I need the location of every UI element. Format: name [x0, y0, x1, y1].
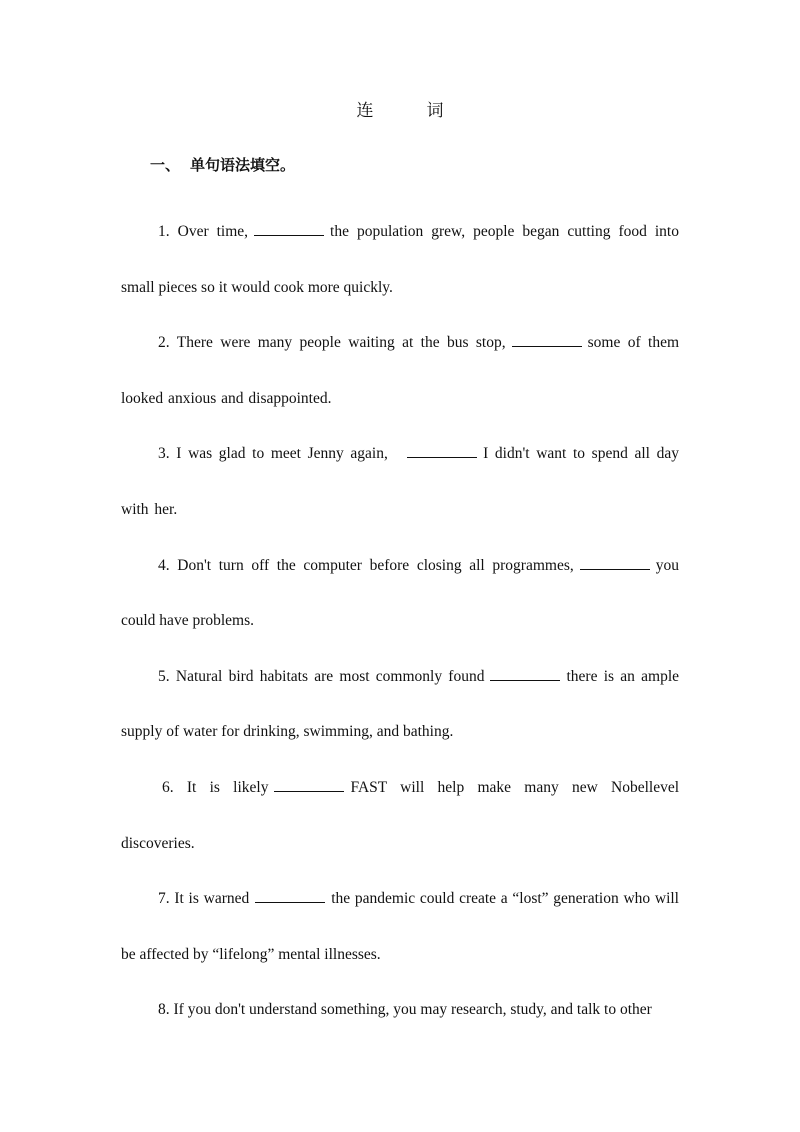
question-item: [121, 871, 679, 982]
question-number: 1.: [158, 223, 170, 240]
question-number: 8.: [158, 1001, 170, 1019]
question-item: [121, 538, 679, 649]
question-item: [121, 426, 679, 537]
answer-blank[interactable]: [490, 666, 560, 681]
answer-blank[interactable]: [512, 332, 582, 347]
answer-blank[interactable]: [407, 443, 477, 458]
question-item: [121, 982, 679, 1038]
question-text-before: Don't turn off the computer before closing all programmes,: [177, 556, 574, 574]
question-text-before: It is warned: [174, 890, 250, 908]
section-heading: [150, 154, 295, 175]
question-item: [121, 315, 679, 426]
question-text-before: If you don't understand something, you may research, study, and talk to other: [173, 1001, 652, 1019]
question-text-after: I didn't want to spend all day with her.: [121, 445, 679, 518]
question-item: [121, 760, 679, 871]
question-number: 6.: [162, 778, 174, 796]
page-title: 连 词: [356, 101, 462, 121]
question-item: [121, 649, 679, 760]
question-text-after: there is an ample supply of water for drinking, swimming, and bathing.: [121, 667, 680, 741]
question-text-after: some of them looked anxious and disappointed.: [121, 334, 679, 407]
question-text-before: It is likely: [186, 778, 269, 796]
question-number: 2.: [158, 334, 170, 352]
answer-blank[interactable]: [274, 777, 344, 792]
question-text-before: Over time,: [177, 223, 249, 240]
question-text-before: I was glad to meet Jenny again,: [176, 445, 388, 463]
question-text-after: the population grew, people began cutting food into small pieces so it would cook more quickly.: [121, 223, 679, 296]
question-list: [121, 204, 679, 1038]
answer-blank[interactable]: [255, 888, 325, 903]
question-text-before: There were many people waiting at the bus stop,: [176, 334, 506, 352]
question-item: [121, 204, 679, 315]
question-text-after: FAST will help make many new Nobellevel discoveries.: [121, 778, 680, 852]
question-number: 4.: [158, 556, 170, 574]
question-number: 5.: [158, 667, 170, 685]
question-text-after: the pandemic could create a “lost” generation who will be affected by “lifelong” mental illnesses.: [121, 890, 679, 963]
question-number: 7.: [158, 890, 170, 908]
answer-blank[interactable]: [254, 221, 324, 236]
answer-blank[interactable]: [580, 555, 650, 570]
question-text-before: Natural bird habitats are most commonly found: [175, 667, 485, 685]
section-number: 一、: [150, 156, 181, 174]
question-number: 3.: [158, 445, 170, 463]
question-text-after: you could have problems.: [121, 556, 679, 630]
section-heading-text: 单句语法填空。: [190, 156, 296, 174]
